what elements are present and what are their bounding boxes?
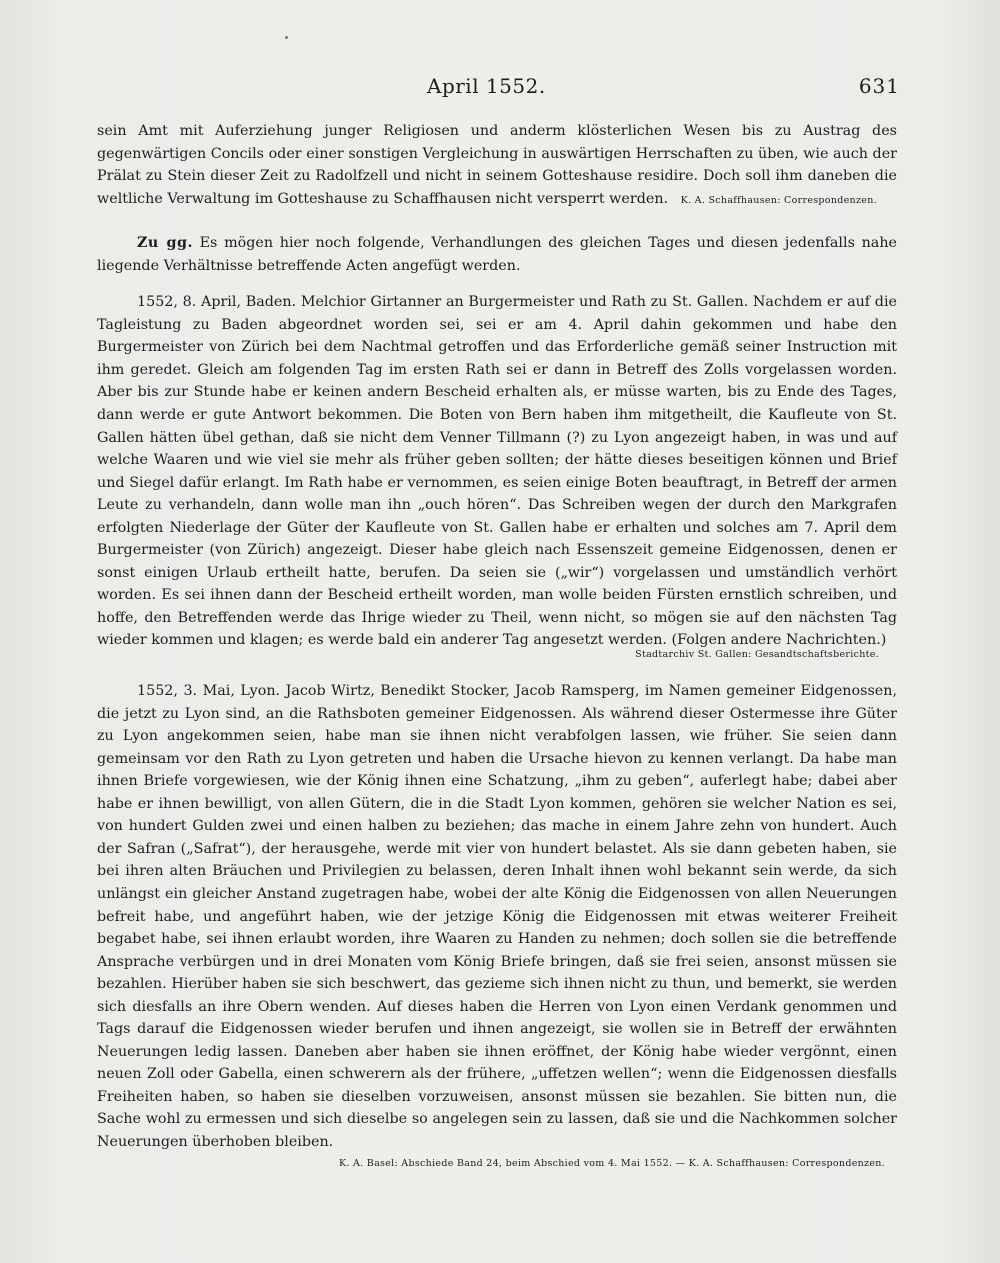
paper-speck — [285, 36, 288, 39]
paragraph-letter-lyon — [97, 680, 897, 1153]
running-title: April 1552. — [427, 74, 546, 98]
body-text — [97, 120, 897, 1172]
paragraph-text: Es mögen hier noch folgende, Verhandlungen des gleichen Tages und diesen jedenfalls nahe liegende Verhältnisse betreffende Acten angefügt werden. — [97, 235, 897, 274]
paragraph-note — [97, 232, 897, 277]
paragraph-text: sein Amt mit Auferziehung junger Religiosen und anderm klösterlichen Wesen bis zu Austrag des gegenwärtigen Concils oder einer sonstigen Vergleichung in auswärtigen Herrschaften zu üben, wie auch der Prälat zu Stein dieser Zeit zu Radolfzell und nicht in seinem Gotteshause residire. Doch soll ihm daneben die weltliche Verwaltung im Gotteshause zu Schaffhausen nicht versperrt werden. — [97, 123, 897, 207]
paragraph-text: 1552, 3. Mai, Lyon. Jacob Wirtz, Benedikt Stocker, Jacob Ramsperg, im Namen gemeiner Eidgenossen, die jetzt zu Lyon sind, an die Rathsboten gemeiner Eidgenossen. Als während dieser Ostermesse ihre Güter zu Lyon angekommen seien, habe man sie ihnen nicht verabfolgen lassen, wie früher. Sie seien dann gemeinsam vor den Rath zu Lyon getreten und haben die Ursache hievon zu kennen verlangt. Da habe man ihnen Briefe vorgewiesen, wie der König ihnen eine Schatzung, „ihm zu geben“, auferlegt habe; dabei aber habe er ihnen bewilligt, von allen Gütern, die in die Stadt Lyon kommen, gehören sie welcher Nation es sei, von hundert Gulden zwei und einen halben zu beziehen; das mache in einem Jahre zehn von hundert. Auch der Safran („Safrat“), der herausgehe, werde mit vier von hundert belastet. Als sie dann gebeten haben, sie bei ihren alten Bräuchen und Privilegien zu belassen, deren Inhalt ihnen wohl bekannt sein werde, da sich unlängst ein gleicher Anstand zugetragen habe, wobei der alte König die Eidgenossen von allen Neuerungen befreit habe, und angeführt haben, wie der jetzige König die Eidgenossen mit etwas weiterer Freiheit begabet habe, sei ihnen erlaubt worden, ihre Waaren zu Handen zu nehmen; doch sollen sie die betreffende Ansprache verbürgen und in drei Monaten vom König Briefe bringen, daß sie frei seien, ansonst müssen sie bezahlen. Hierüber haben sie sich beschwert, das gezieme sich ihnen nicht zu thun, und bemerkt, sie werden sich diesfalls an ihre Obern wenden. Auf dieses haben die Herren von Lyon einen Verdank genommen und Tags darauf die Eidgenossen wieder berufen und ihnen angezeigt, sie wollen sie in Betreff der erwähnten Neuerungen ledig lassen. Daneben aber haben sie ihnen eröffnet, der König habe wieder vergönnt, einen neuen Zoll oder Gabella, einen schwerern als der frühere, „uffetzen wellen“; wenn die Eidgenossen diesfalls Freiheiten haben, so haben sie dieselben vorzuweisen, ansonst müssen sie bezahlen. Sie bitten nun, die Sache wohl zu ermessen und sich dieselbe so angelegen sein zu lassen, daß sie und die Nachkommen solcher Neuerungen überhoben bleiben. — [97, 683, 897, 1150]
paragraph-continuation — [97, 120, 897, 212]
paragraph-letter-baden — [97, 291, 897, 652]
paragraph-text: 1552, 8. April, Baden. Melchior Girtanner an Burgermeister und Rath zu St. Gallen. Nachdem er auf die Tagleistung zu Baden abgeordnet worden sei, sei er am 4. April dahin gekommen und habe den Burgermeister von Zürich bei dem Nachtmal getroffen und das Erforderliche gemäß seiner Instruction mit ihm geredet. Gleich am folgenden Tag im ersten Rath sei er dann in Betreff des Zolls vorgelassen worden. Aber bis zur Stunde habe er keinen andern Bescheid erhalten als, er müsse warten, bis zu Ende des Tages, dann werde er gute Antwort bekommen. Die Boten von Bern haben ihm mitgetheilt, die Kaufleute von St. Gallen hätten übel gethan, daß sie nicht dem Venner Tillmann (?) zu Lyon angezeigt haben, in was und auf welche Waaren und wie viel sie mehr als früher geben sollten; der hätte dieses beseitigen können und Brief und Siegel dafür erlangt. Im Rath habe er vernommen, es seien einige Boten beauftragt, in Betreff der armen Leute zu verhandeln, dann wolle man ihn „ouch hören“. Das Schreiben wegen der durch den Markgrafen erfolgten Niederlage der Güter der Kaufleute von St. Gallen habe er erhalten und solches am 7. April dem Burgermeister (von Zürich) angezeigt. Dieser habe gleich nach Essenszeit gemeine Eidgenossen, denen er sonst einigen Urlaub ertheilt hatte, berufen. Da seien sie („wir“) vorgelassen und umständlich verhört worden. Es sei ihnen dann der Bescheid ertheilt worden, man wolle beiden Fürsten ernstlich schreiben, und hoffe, den Betreffenden werde das Ihrige wieder zu Theil, wenn nicht, so mögen sie auf den nächsten Tag wieder kommen und klagen; es werde bald ein anderer Tag angesetzt werden. (Folgen andere Nachrichten.) — [97, 294, 897, 649]
page-header — [97, 74, 900, 104]
source-citation: Stadtarchiv St. Gallen: Gesandtschaftsberichte. — [635, 649, 879, 661]
page-number: 631 — [858, 74, 900, 98]
source-citation: K. A. Basel: Abschiede Band 24, beim Abschied vom 4. Mai 1552. — K. A. Schaffhausen: Correspondenzen. — [338, 1157, 885, 1169]
reference-marker: Zu gg. — [137, 235, 193, 252]
source-citation: K. A. Schaffhausen: Correspondenzen. — [680, 194, 877, 206]
